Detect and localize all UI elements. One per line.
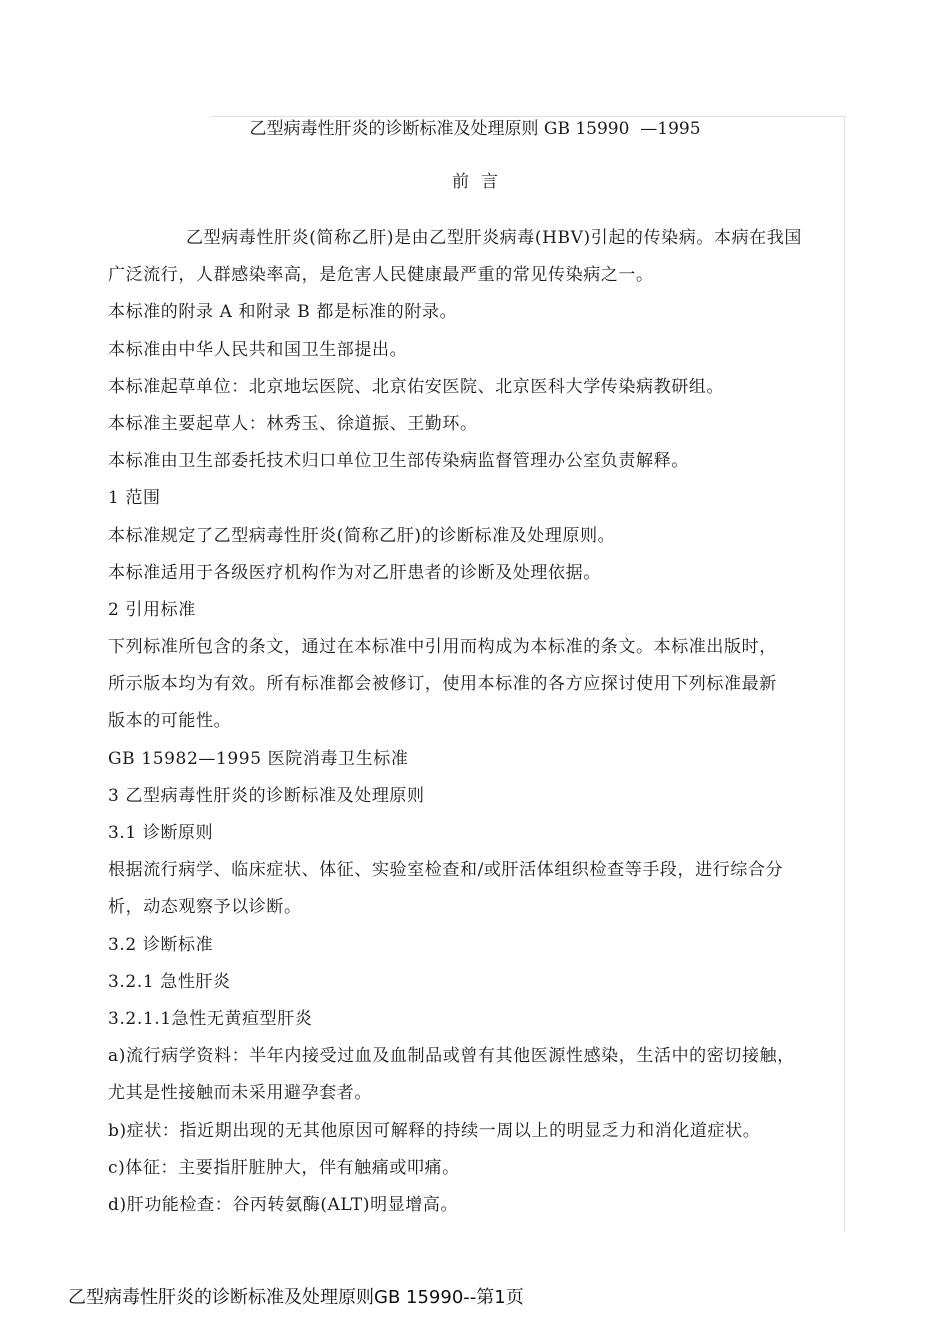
text-line: b)症状：指近期出现的无其他原因可解释的持续一周以上的明显乏力和消化道症状。 — [108, 1120, 761, 1141]
document-title: 乙型病毒性肝炎的诊断标准及处理原则 GB 15990 —1995 — [249, 119, 701, 139]
text-line: 析，动态观察予以诊断。 — [108, 897, 302, 918]
text-line: 所示版本均为有效。所有标准都会被修订，使用本标准的各方应探讨使用下列标准最新 — [108, 674, 777, 695]
text-line: 本标准适用于各级医疗机构作为对乙肝患者的诊断及处理依据。 — [108, 562, 601, 583]
document-body — [108, 220, 844, 1224]
text-line: 本标准由卫生部委托技术归口单位卫生部传染病监督管理办公室负责解释。 — [108, 451, 689, 472]
text-line: a)流行病学资料：半年内接受过血及血制品或曾有其他医源性感染，生活中的密切接触， — [108, 1046, 795, 1067]
text-line: 乙型病毒性肝炎(简称乙肝)是由乙型肝炎病毒(HBV)引起的传染病。本病在我国 — [186, 228, 802, 248]
text-line: 3.2.1 急性肝炎 — [108, 971, 231, 992]
text-line: 3.2 诊断标准 — [108, 934, 214, 955]
text-line: 3 乙型病毒性肝炎的诊断标准及处理原则 — [108, 785, 425, 806]
text-line: 本标准起草单位：北京地坛医院、北京佑安医院、北京医科大学传染病教研组。 — [108, 376, 724, 397]
text-line: 3.2.1.1急性无黄疸型肝炎 — [108, 1008, 313, 1029]
text-line: 2 引用标准 — [108, 599, 196, 620]
text-line: 根据流行病学、临床症状、体征、实验室检查和/或肝活体组织检查等手段，进行综合分 — [108, 860, 784, 881]
text-line: 本标准由中华人民共和国卫生部提出。 — [108, 339, 408, 360]
preface-heading: 前言 — [452, 172, 510, 192]
text-line: 1 范围 — [108, 488, 161, 509]
text-line: 广泛流行，人群感染率高，是危害人民健康最严重的常见传染病之一。 — [108, 265, 654, 286]
text-line: d)肝功能检查：谷丙转氨酶(ALT)明显增高。 — [108, 1194, 459, 1215]
page-frame-right-border — [844, 116, 845, 1232]
text-line: GB 15982—1995 医院消毒卫生标准 — [108, 748, 409, 769]
text-line: 版本的可能性。 — [108, 711, 232, 732]
text-line: 下列标准所包含的条文，通过在本标准中引用而构成为本标准的条文。本标准出版时， — [108, 637, 777, 658]
text-line: 3.1 诊断原则 — [108, 823, 214, 843]
text-line: 本标准规定了乙型病毒性肝炎(简称乙肝)的诊断标准及处理原则。 — [108, 525, 616, 546]
text-line: c)体征：主要指肝脏肿大，伴有触痛或叩痛。 — [108, 1157, 460, 1178]
text-line: 本标准的附录 A 和附录 B 都是标准的附录。 — [108, 302, 458, 323]
page-footer: 乙型病毒性肝炎的诊断标准及处理原则GB 15990--第1页 — [68, 1287, 524, 1308]
page-frame-top-border — [210, 116, 844, 117]
text-line: 本标准主要起草人：林秀玉、徐道振、王勤环。 — [108, 413, 478, 434]
text-line: 尤其是性接触而未采用避孕套者。 — [108, 1083, 372, 1104]
